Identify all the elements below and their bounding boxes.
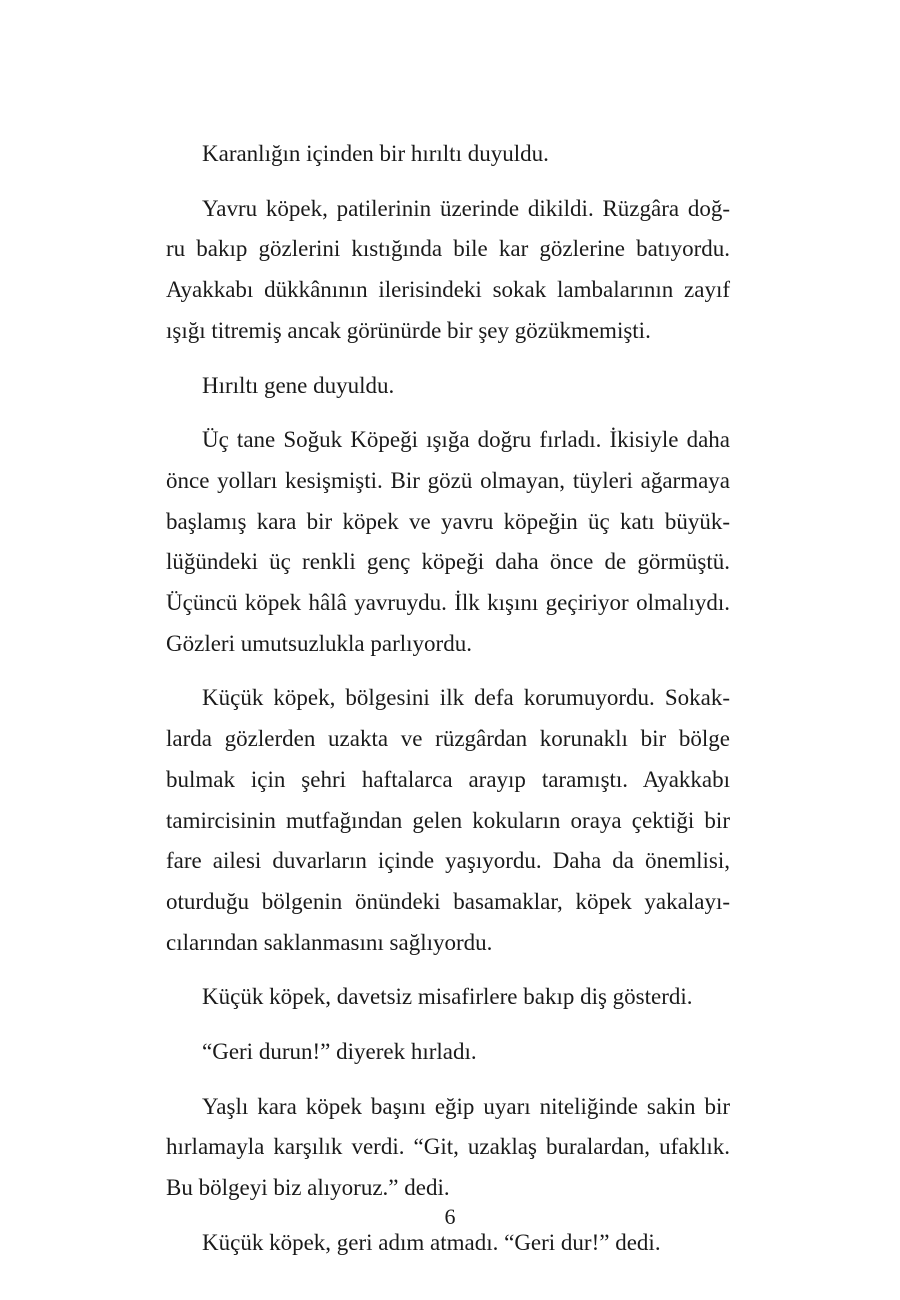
text-line: Üçüncü köpek hâlâ yavruydu. İlk kışını geçiriyor olmalıydı. [166, 590, 730, 616]
text-line: Üç tane Soğuk Köpeği ışığa doğru fırladı. İkisiyle daha [202, 427, 730, 453]
page-number: 6 [444, 1204, 456, 1229]
paragraph [166, 678, 730, 963]
body-text [166, 134, 730, 1278]
paragraph [166, 420, 730, 664]
text-line: larda gözlerden uzakta ve rüzgârdan korunaklı bir bölge [166, 726, 730, 752]
text-line: hırlamayla karşılık verdi. “Git, uzaklaş buralardan, ufaklık. [166, 1134, 730, 1160]
paragraph [166, 189, 730, 352]
text-line: ru bakıp gözlerini kıstığında bile kar gözlerine batıyordu. [166, 236, 730, 262]
text-line: Bu bölgeyi biz alıyoruz.” dedi. [166, 1175, 450, 1201]
text-line: oturduğu bölgenin önündeki basamaklar, köpek yakalayı- [166, 888, 730, 914]
text-line: Küçük köpek, bölgesini ilk defa korumuyordu. Sokak- [202, 685, 730, 711]
text-line: Yavru köpek, patilerinin üzerinde dikildi. Rüzgâra doğ- [202, 195, 730, 221]
text-line: Yaşlı kara köpek başını eğip uyarı niteliğinde sakin bir [202, 1093, 730, 1119]
text-line: Küçük köpek, geri adım atmadı. “Geri dur!” dedi. [202, 1229, 661, 1255]
text-line: Ayakkabı dükkânının ilerisindeki sokak lambalarının zayıf [166, 277, 730, 303]
text-line: önce yolları kesişmişti. Bir gözü olmayan, tüyleri ağarmaya [166, 467, 730, 493]
paragraph [166, 1087, 730, 1209]
text-line: Gözleri umutsuzlukla parlıyordu. [166, 630, 472, 656]
text-line: tamircisinin mutfağından gelen kokuların oraya çektiği bir [166, 807, 730, 833]
text-line: Küçük köpek, davetsiz misafirlere bakıp diş gösterdi. [202, 984, 693, 1010]
text-line: bulmak için şehri haftalarca arayıp taramıştı. Ayakkabı [166, 766, 730, 792]
text-line: cılarından saklanmasını sağlıyordu. [166, 929, 493, 955]
text-line: Hırıltı gene duyuldu. [202, 372, 395, 398]
paragraph [166, 977, 730, 1018]
paragraph [166, 134, 730, 175]
text-line: lüğündeki üç renkli genç köpeği daha önce de görmüştü. [166, 549, 730, 575]
text-line: başlamış kara bir köpek ve yavru köpeğin üç katı büyük- [166, 508, 730, 534]
text-line: fare ailesi duvarların içinde yaşıyordu. Daha da önemlisi, [166, 848, 730, 874]
paragraph [166, 366, 730, 407]
text-line: ışığı titremiş ancak görünürde bir şey gözükmemişti. [166, 317, 651, 343]
text-line: “Geri durun!” diyerek hırladı. [202, 1039, 477, 1065]
paragraph [166, 1032, 730, 1073]
text-line: Karanlığın içinden bir hırıltı duyuldu. [202, 141, 549, 166]
